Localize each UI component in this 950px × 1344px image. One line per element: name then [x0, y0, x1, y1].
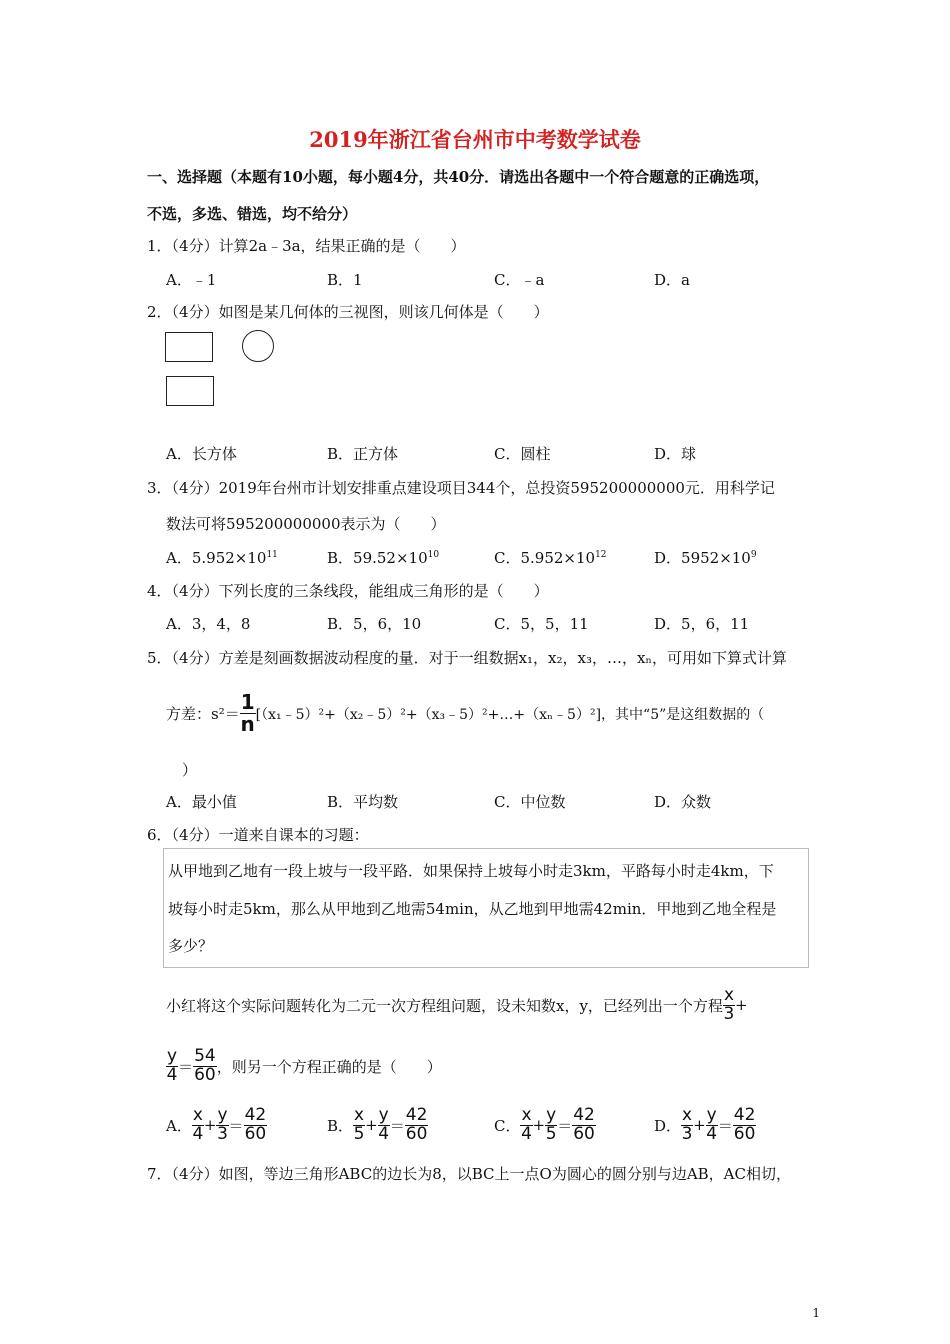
formula-rest: [（x₁﹣5）²+（x₂﹣5）²+（x₃﹣5）²+…+（xₙ﹣5）²]，其中“5”是这组数据的（: [255, 706, 765, 723]
q3-option-a: A．$5.952\times 10^{11}$: [166, 549, 278, 567]
one-over-n-fraction: $\frac{1}{n}$: [240, 690, 255, 736]
q5-option-b: B．平均数: [327, 793, 399, 811]
q6-option-d: D． $\frac{x}{3}$ + $\frac{y}{4}$ ＝ $\frac{42}{60}$: [654, 1105, 756, 1144]
q3-option-c: C．$5.952\times 10^{12}$: [494, 549, 607, 567]
question-5-stem-line1: 5．（4分）方差是刻画数据波动程度的量．对于一组数据x₁，x₂，x₃，…，xₙ，可用如下算式计算: [147, 649, 787, 667]
q2-option-c: C．圆柱: [494, 445, 551, 463]
side-view-rectangle: [166, 376, 214, 406]
variance-formula: [166, 692, 764, 735]
front-view-rectangle: [165, 332, 213, 362]
q3-option-d: D．$5952\times 10^9$: [654, 549, 757, 567]
exam-title: 2019年浙江省台州市中考数学试卷: [309, 127, 641, 152]
q2-option-d: D．球: [654, 445, 697, 463]
q2-option-a: A．长方体: [166, 445, 237, 463]
x-over-3-fraction: $\frac{x}{3}$: [723, 985, 735, 1024]
q6-option-a: A． $\frac{x}{4}$ + $\frac{y}{3}$ ＝ $\frac{42}{60}$: [166, 1105, 267, 1144]
question-1-stem: 1．（4分）计算2a﹣3a，结果正确的是（ ）: [147, 237, 466, 255]
question-3-stem-line1: 3．（4分）2019年台州市计划安排重点建设项目344个，总投资595200000000元．用科学记: [147, 479, 775, 497]
question-5-stem-line3: ）: [182, 761, 198, 779]
q4-option-a: A．3，4，8: [166, 615, 251, 633]
q2-option-b: B．正方体: [327, 445, 399, 463]
question-7-stem: 7．（4分）如图，等边三角形ABC的边长为8，以BC上一点O为圆心的圆分别与边AB，AC相切，: [147, 1165, 791, 1183]
q3-option-b: B．$59.52\times 10^{10}$: [327, 549, 440, 567]
q6-line-b: $\frac{y}{4}$ ＝ $\frac{54}{60}$ ，则另一个方程正确的是（ ）: [166, 1046, 442, 1085]
q1-option-c: C．﹣a: [494, 271, 545, 289]
section-heading-line1: 一、选择题（本题有10小题，每小题4分，共40分．请选出各题中一个符合题意的正确选项，: [147, 168, 770, 186]
q1-option-b: B．1: [327, 271, 363, 289]
box-line-2: 坡每小时走5km，那么从甲地到乙地需54min，从乙地到甲地需42min．甲地到乙地全程是: [168, 900, 777, 918]
formula-prefix: 方差：s²＝: [166, 705, 240, 723]
q4-option-b: B．5，6，10: [327, 615, 422, 633]
page-number: 1: [812, 1306, 820, 1320]
q4-option-d: D．5，6，11: [654, 615, 750, 633]
q6-option-b: B． $\frac{x}{5}$ + $\frac{y}{4}$ ＝ $\frac{42}{60}$: [327, 1105, 428, 1144]
q5-option-d: D．众数: [654, 793, 712, 811]
q5-option-a: A．最小值: [166, 793, 237, 811]
q6-option-c: C． $\frac{x}{4}$ + $\frac{y}{5}$ ＝ $\frac{42}{60}$: [494, 1105, 595, 1144]
top-view-circle: [242, 330, 274, 362]
q1-option-d: D．a: [654, 271, 690, 289]
box-line-3: 多少？: [168, 937, 214, 955]
question-3-stem-line2: 数法可将595200000000表示为（ ）: [166, 515, 446, 533]
q6-line-a: 小红将这个实际问题转化为二元一次方程组问题，设未知数x，y，已经列出一个方程 $\frac{x}{3}$ +: [166, 985, 748, 1024]
q1-option-a: A．﹣1: [166, 271, 217, 289]
section-heading-line2: 不选，多选、错选，均不给分）: [147, 205, 358, 223]
question-4-stem: 4．（4分）下列长度的三条线段，能组成三角形的是（ ）: [147, 582, 549, 600]
54-over-60-fraction: $\frac{54}{60}$: [194, 1046, 216, 1085]
box-line-1: 从甲地到乙地有一段上坡与一段平路．如果保持上坡每小时走3km，平路每小时走4km，下: [168, 862, 774, 880]
question-2-stem: 2．（4分）如图是某几何体的三视图，则该几何体是（ ）: [147, 303, 549, 321]
q4-option-c: C．5，5，11: [494, 615, 589, 633]
y-over-4-fraction: $\frac{y}{4}$: [166, 1046, 178, 1085]
question-6-stem: 6．（4分）一道来自课本的习题：: [147, 826, 369, 844]
q5-option-c: C．中位数: [494, 793, 566, 811]
